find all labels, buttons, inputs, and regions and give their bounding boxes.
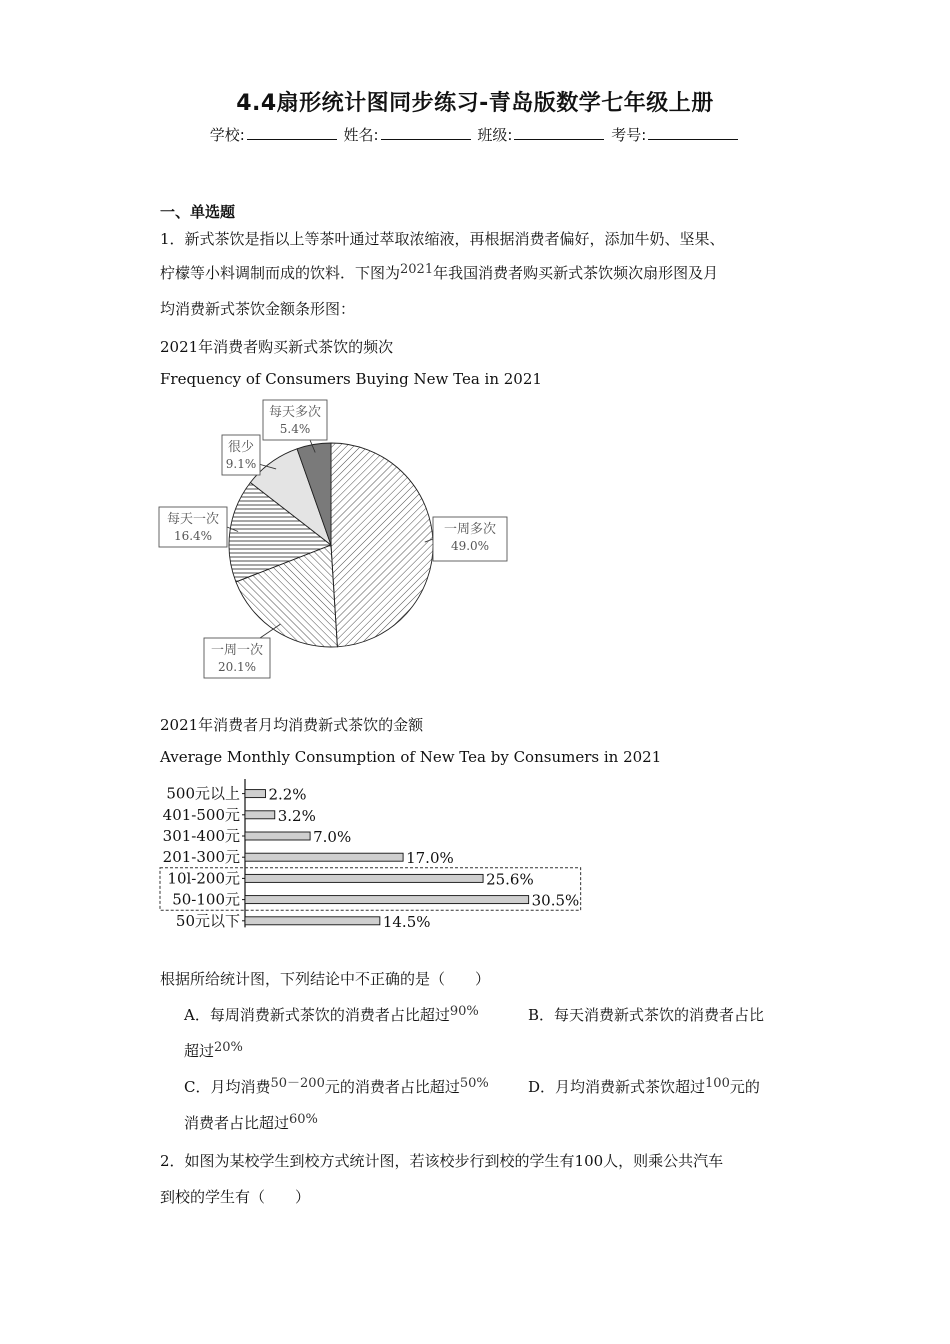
bar-chart-title: 2021年消费者月均消费新式茶饮的金额	[160, 716, 424, 734]
q1-line2	[160, 262, 718, 283]
option-d-num: 100	[705, 1076, 730, 1091]
exam-number-blank[interactable]	[648, 125, 738, 140]
option-d[interactable]	[528, 1076, 760, 1097]
bar-value-label: 30.5%	[531, 891, 580, 910]
option-c[interactable]	[184, 1076, 489, 1097]
class-blank[interactable]	[514, 125, 604, 140]
bar-category-label: 10l-200元	[167, 869, 240, 888]
pie-category-label: 一周多次	[443, 522, 497, 537]
bar-category-label: 500元以上	[166, 784, 240, 803]
pie-category-label: 每天一次	[166, 512, 220, 527]
pie-slice-weekly-multiple	[331, 443, 433, 647]
bar-value-label: 17.0%	[406, 849, 454, 868]
pie-chart-title: 2021年消费者购买新式茶饮的频次	[160, 338, 394, 356]
bar-value-label: 14.5%	[382, 912, 431, 931]
pie-category-label: 每天多次	[268, 405, 322, 420]
page-title: 4.4扇形统计图同步练习-青岛版数学七年级上册	[236, 91, 714, 116]
pie-value-label: 49.0%	[450, 539, 490, 553]
bar-value-label: 25.6%	[486, 870, 534, 889]
option-b-continued	[184, 1040, 243, 1061]
school-label: 学校:	[209, 126, 245, 144]
q1-line2-pre: 柠檬等小料调制而成的饮料．下图为	[160, 264, 401, 282]
option-c-range: 50－200	[270, 1076, 325, 1091]
q1-year: 2021	[400, 262, 434, 277]
name-blank[interactable]	[381, 125, 471, 140]
bar-category-label: 50-100元	[172, 890, 240, 909]
pie-value-label: 16.4%	[173, 529, 213, 543]
pie-value-label: 20.1%	[217, 660, 257, 674]
option-d-pre: D．月均消费新式茶饮超过	[528, 1078, 706, 1096]
bar	[245, 874, 483, 882]
pie-chart	[150, 395, 520, 685]
option-d-cont: 消费者占比超过	[184, 1114, 290, 1132]
pie-value-label: 9.1%	[225, 457, 257, 471]
bar-category-label: 50元以下	[175, 911, 240, 930]
class-label: 班级:	[477, 126, 513, 144]
option-a-text: A．每周消费新式茶饮的消费者占比超过	[184, 1006, 450, 1024]
q1-line3: 均消费新式茶饮金额条形图：	[160, 300, 356, 318]
school-blank[interactable]	[247, 125, 337, 140]
option-a[interactable]	[184, 1004, 479, 1025]
bar	[245, 853, 403, 861]
option-c-mid: 元的消费者占比超过	[324, 1078, 460, 1096]
option-d-continued	[184, 1112, 318, 1133]
q1-line1: 1．新式茶饮是指以上等茶叶通过萃取浓缩液，再根据消费者偏好，添加牛奶、坚果、	[160, 230, 725, 248]
bar-value-label: 2.2%	[268, 785, 307, 804]
option-c-pre: C．月均消费	[184, 1078, 271, 1096]
bar-value-label: 3.2%	[277, 806, 316, 825]
bar-chart-subtitle: Average Monthly Consumption of New Tea by Consumers in 2021	[160, 748, 662, 766]
option-d-cont-num: 60%	[289, 1112, 318, 1127]
bar-category-label: 301-400元	[162, 827, 240, 845]
name-label: 姓名:	[343, 126, 379, 144]
bar	[245, 811, 275, 819]
option-c-num: 50%	[459, 1076, 489, 1091]
q2-line2: 到校的学生有（ ）	[160, 1188, 311, 1206]
pie-chart-subtitle: Frequency of Consumers Buying New Tea in 2021	[160, 370, 542, 388]
section-title: 一、单选题	[160, 203, 236, 221]
pie-category-label: 一周一次	[210, 643, 264, 658]
bar	[245, 917, 380, 925]
q1-prompt: 根据所给统计图，下列结论中不正确的是（ ）	[160, 970, 491, 988]
bar-value-label: 7.0%	[313, 828, 352, 846]
bar-category-label: 201-300元	[162, 848, 240, 867]
pie-value-label: 5.4%	[279, 422, 311, 436]
option-d-post: 元的	[729, 1078, 760, 1096]
bar-category-label: 401-500元	[162, 805, 240, 824]
option-b[interactable]: B．每天消费新式茶饮的消费者占比	[528, 1006, 765, 1024]
q1-line2-post: 年我国消费者购买新式茶饮频次扇形图及月	[433, 264, 719, 282]
student-info-line	[0, 124, 950, 145]
exam-number-label: 考号:	[611, 126, 647, 144]
option-a-num: 90%	[449, 1004, 479, 1019]
q2-line1: 2．如图为某校学生到校方式统计图，若该校步行到校的学生有100人，则乘公共汽车	[160, 1152, 724, 1170]
bar	[245, 896, 529, 904]
bar	[245, 832, 310, 840]
pie-category-label: 很少	[227, 440, 255, 455]
bar	[245, 790, 265, 798]
option-b-num: 20%	[214, 1040, 243, 1055]
bar-chart	[150, 775, 590, 935]
option-b-cont: 超过	[184, 1042, 215, 1060]
